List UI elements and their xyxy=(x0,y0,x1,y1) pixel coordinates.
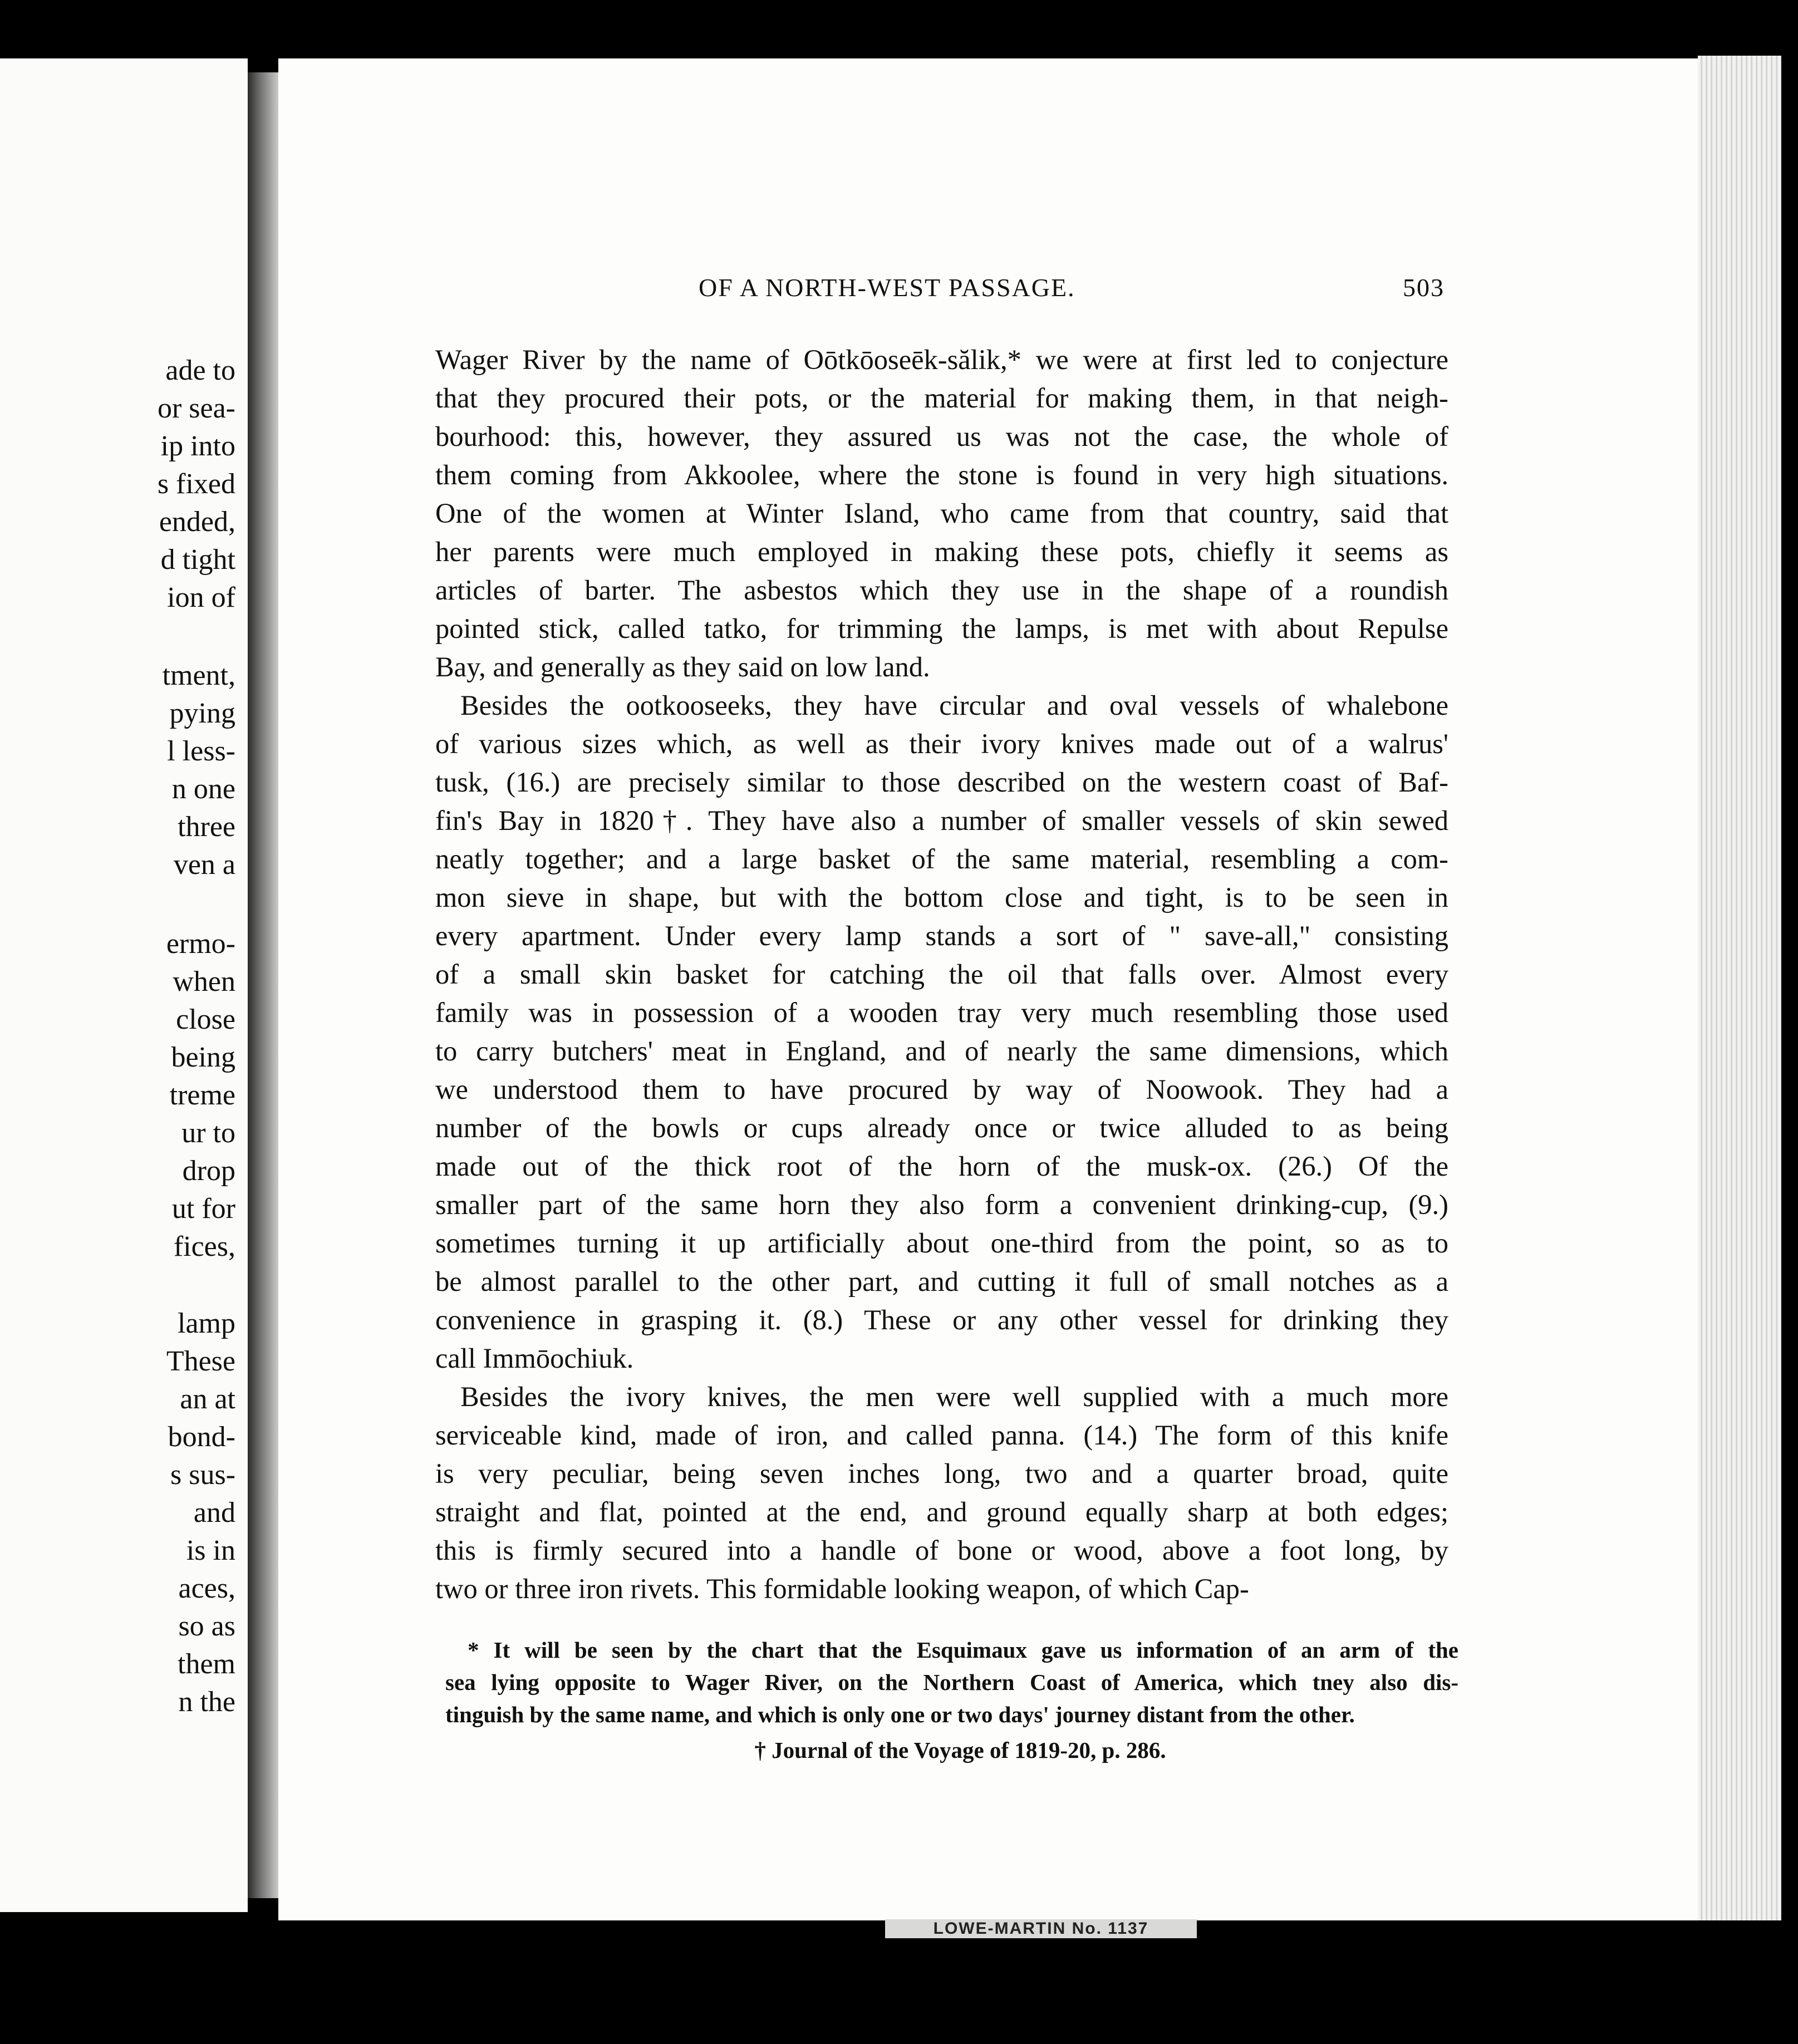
text-line: articles of barter. The asbestos which they use in the shape of a roundish xyxy=(435,574,1448,606)
left-page-line: n the xyxy=(178,1686,235,1718)
page-edges xyxy=(1698,56,1781,1920)
left-page-line: them xyxy=(178,1648,235,1680)
text-line: smaller part of the same horn they also form a convenient drinking-cup, (9.) xyxy=(435,1189,1448,1220)
left-page-line: and xyxy=(193,1497,235,1529)
left-page-line: fices, xyxy=(173,1231,235,1262)
text-line: mon sieve in shape, but with the bottom close and tight, is to be seen in xyxy=(435,882,1448,913)
text-line: be almost parallel to the other part, and cutting it full of small notches as a xyxy=(435,1266,1448,1297)
page-number: 503 xyxy=(1403,273,1445,302)
text-line: to carry butchers' meat in England, and of nearly the same dimensions, which xyxy=(435,1035,1448,1067)
text-line: One of the women at Winter Island, who came from that country, said that xyxy=(435,498,1448,529)
footnote-line: tinguish by the same name, and which is only one or two days' journey distant from the other. xyxy=(445,1702,1355,1727)
text-line: of various sizes which, as well as their ivory knives made out of a walrus' xyxy=(435,728,1448,759)
paragraph xyxy=(435,686,1448,1378)
left-page-line: s fixed xyxy=(157,468,235,500)
text-line: family was in possession of a wooden tray very much resembling those used xyxy=(435,997,1448,1028)
left-page-line: ip into xyxy=(160,430,235,462)
text-line: call Immōochiuk. xyxy=(435,1343,634,1374)
left-page-line: ut for xyxy=(171,1193,235,1225)
text-line: sometimes turning it up artificially about one-third from the point, so as to xyxy=(435,1227,1448,1259)
left-page-line: ur to xyxy=(181,1117,235,1149)
footnote-line: * It will be seen by the chart that the Esquimaux gave us information of an arm of the xyxy=(468,1637,1458,1663)
left-page-line: drop xyxy=(182,1155,235,1187)
left-page-line: when xyxy=(173,966,235,998)
left-page-line: aces, xyxy=(178,1573,235,1604)
left-page-line: ermo- xyxy=(166,928,235,960)
left-page-line: s sus- xyxy=(170,1459,235,1491)
left-page-line: an at xyxy=(180,1383,235,1415)
text-line: bourhood: this, however, they assured us was not the case, the whole of xyxy=(435,421,1448,452)
left-page-line: three xyxy=(178,811,235,843)
text-line: fin's Bay in 1820†. They have also a number of smaller vessels of skin sewed xyxy=(435,805,1448,836)
book-gutter xyxy=(248,72,281,1898)
body-text xyxy=(435,341,1448,1608)
left-page-line: or sea- xyxy=(157,392,235,424)
left-page-line: These xyxy=(166,1345,235,1377)
text-line: them coming from Akkoolee, where the stone is found in very high situations. xyxy=(435,459,1448,490)
library-label-strip: LOWE-MARTIN No. 1137 xyxy=(885,1919,1197,1938)
text-line: that they procured their pots, or the material for making them, in that neigh- xyxy=(435,382,1448,414)
left-page-line: lamp xyxy=(178,1308,235,1339)
text-line: every apartment. Under every lamp stands a sort of " save-all," consisting xyxy=(435,920,1448,951)
left-page-line: close xyxy=(176,1004,235,1035)
left-page-line: ven a xyxy=(173,849,235,881)
text-line: straight and flat, pointed at the end, and ground equally sharp at both edges; xyxy=(435,1496,1448,1527)
text-line: Besides the ootkooseeks, they have circular and oval vessels of whalebone xyxy=(460,690,1448,721)
left-page-line: n one xyxy=(171,773,235,805)
text-line: two or three iron rivets. This formidable looking weapon, of which Cap- xyxy=(435,1573,1249,1604)
text-line: convenience in grasping it. (8.) These or any other vessel for drinking they xyxy=(435,1304,1448,1335)
left-page-line: pying xyxy=(169,697,235,729)
left-page-line: ade to xyxy=(165,355,235,386)
left-page-line: ended, xyxy=(159,506,235,538)
text-line: is very peculiar, being seven inches long, two and a quarter broad, quite xyxy=(435,1458,1448,1489)
footnote-line: † Journal of the Voyage of 1819-20, p. 286. xyxy=(754,1737,1166,1763)
paragraph xyxy=(435,1378,1448,1608)
footnotes xyxy=(445,1634,1458,1766)
text-line: tusk, (16.) are precisely similar to those described on the western coast of Baf- xyxy=(435,766,1448,798)
left-page-fragment xyxy=(0,58,248,1912)
left-page-line: being xyxy=(171,1041,235,1073)
left-page-line: ion of xyxy=(167,582,235,613)
left-page-line: is in xyxy=(186,1535,235,1566)
text-line: Besides the ivory knives, the men were well supplied with a much more xyxy=(460,1381,1448,1412)
footnote-line: sea lying opposite to Wager River, on the Northern Coast of America, which tney also dis- xyxy=(445,1669,1458,1695)
text-line: Bay, and generally as they said on low land. xyxy=(435,651,930,682)
left-page-line: tment, xyxy=(162,660,235,691)
left-page-line: l less- xyxy=(167,735,235,767)
left-page-line: so as xyxy=(178,1610,235,1642)
text-line: made out of the thick root of the horn of the musk-ox. (26.) Of the xyxy=(435,1151,1448,1182)
left-page-line: bond- xyxy=(168,1421,235,1453)
text-line: this is firmly secured into a handle of bone or wood, above a foot long, by xyxy=(435,1535,1448,1566)
text-line: neatly together; and a large basket of the same material, resembling a com- xyxy=(435,843,1448,874)
text-line: number of the bowls or cups already once or twice alluded to as being xyxy=(435,1112,1448,1143)
text-line: we understood them to have procured by way of Noowook. They had a xyxy=(435,1074,1448,1105)
text-line: Wager River by the name of Oōtkōoseēk-sălik,* we were at first led to conjecture xyxy=(435,344,1448,375)
text-line: her parents were much employed in making these pots, chiefly it seems as xyxy=(435,536,1448,567)
left-page-line: treme xyxy=(169,1079,235,1111)
paragraph xyxy=(435,341,1448,686)
text-line: pointed stick, called tatko, for trimming the lamps, is met with about Repulse xyxy=(435,613,1448,644)
text-line: serviceable kind, made of iron, and called panna. (14.) The form of this knife xyxy=(435,1419,1448,1451)
running-head-title: OF A NORTH-WEST PASSAGE. xyxy=(699,273,1075,302)
text-line: of a small skin basket for catching the oil that falls over. Almost every xyxy=(435,959,1448,990)
left-page-line: d tight xyxy=(160,544,235,576)
